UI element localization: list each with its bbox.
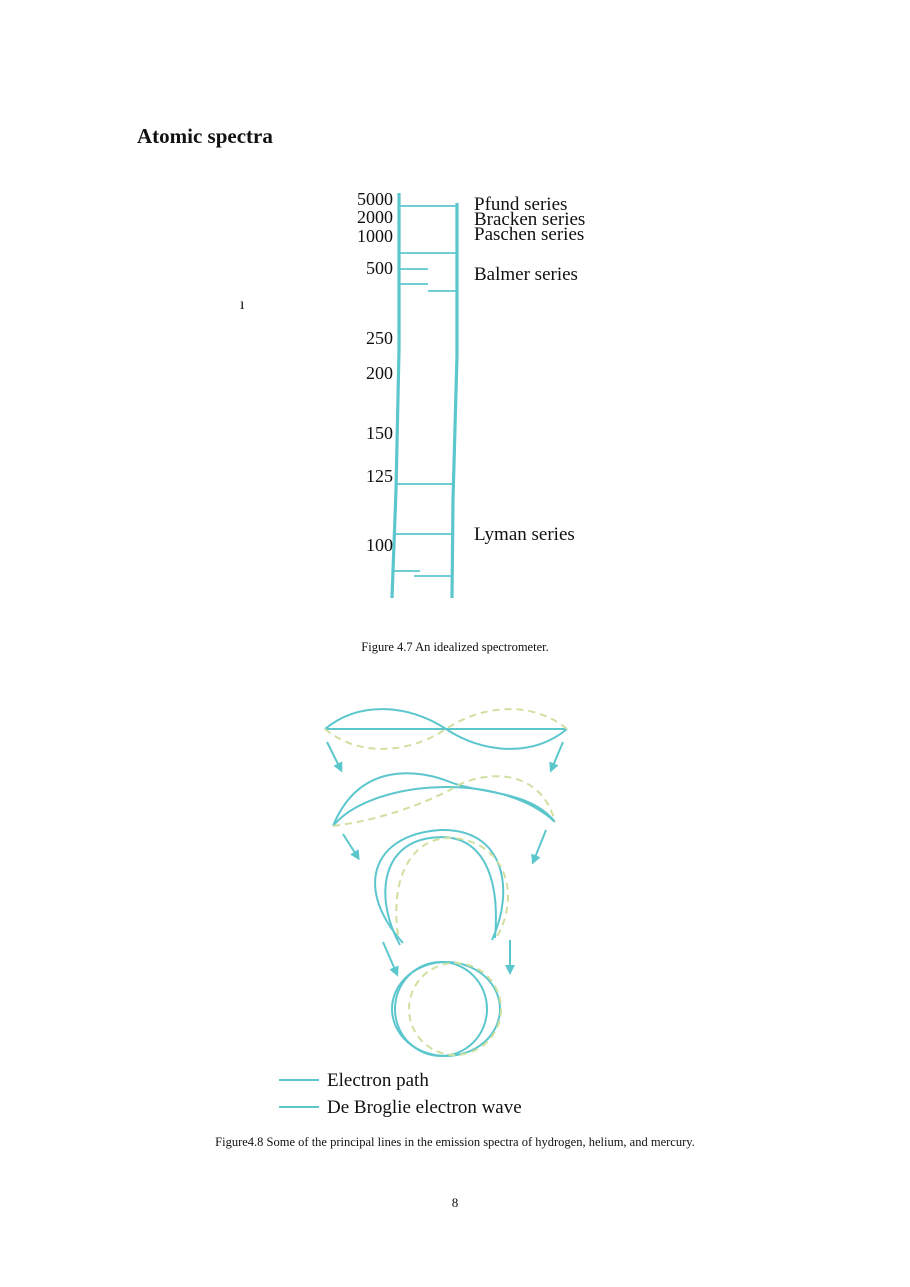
series-label-paschen: Paschen series — [474, 224, 585, 245]
wavelength-label: 2000 — [357, 207, 393, 227]
wavelength-label: 500 — [366, 258, 393, 278]
wave-stage-straight — [325, 709, 567, 749]
spectrometer-right-rail — [452, 203, 457, 598]
legend-label-debroglie-wave: De Broglie electron wave — [327, 1097, 522, 1118]
wavelength-label: 250 — [366, 328, 393, 348]
wave-figure — [325, 709, 567, 1056]
series-labels — [474, 194, 585, 545]
series-label-balmer: Balmer series — [474, 264, 578, 285]
arrow-icon — [343, 834, 357, 856]
wavelength-label: 125 — [366, 466, 393, 486]
page-number: 8 — [451, 1195, 459, 1210]
spectrometer-left-rail — [392, 193, 399, 598]
arrow-icon — [327, 742, 340, 768]
page-title: Atomic spectra — [137, 124, 273, 148]
wave-stage-bent — [333, 773, 555, 826]
wave-stage-orbit — [392, 962, 501, 1056]
arrow-icon — [552, 742, 563, 768]
figure-4-7-caption: Figure 4.7 An idealized spectrometer. — [361, 640, 549, 654]
series-label-pfund: Pfund series — [474, 194, 568, 215]
series-label-lyman: Lyman series — [474, 524, 575, 545]
stray-mark: ı — [240, 296, 245, 313]
debroglie-wave-horseshoe — [396, 838, 508, 940]
arrow-icon — [534, 830, 546, 860]
wavelength-label: 1000 — [357, 226, 393, 246]
wavelength-label: 100 — [366, 535, 393, 555]
arrow-icon — [383, 942, 396, 972]
wavelength-label: 200 — [366, 363, 393, 383]
wave-stage-horseshoe — [375, 830, 508, 945]
electron-wave-horseshoe — [385, 837, 496, 945]
wave-legend — [279, 1070, 522, 1118]
electron-path-horseshoe — [375, 830, 503, 943]
legend-label-electron-path: Electron path — [327, 1070, 429, 1091]
wavelength-label: 150 — [366, 423, 393, 443]
series-label-bracken: Bracken series — [474, 209, 586, 230]
wavelength-label: 5000 — [357, 189, 393, 209]
electron-path-bent — [333, 787, 555, 826]
wavelength-labels — [357, 189, 393, 555]
spectrometer-figure — [392, 193, 457, 598]
figure-4-8-caption: Figure4.8 Some of the principal lines in the emission spectra of hydrogen, helium, and mercury. — [215, 1135, 695, 1149]
